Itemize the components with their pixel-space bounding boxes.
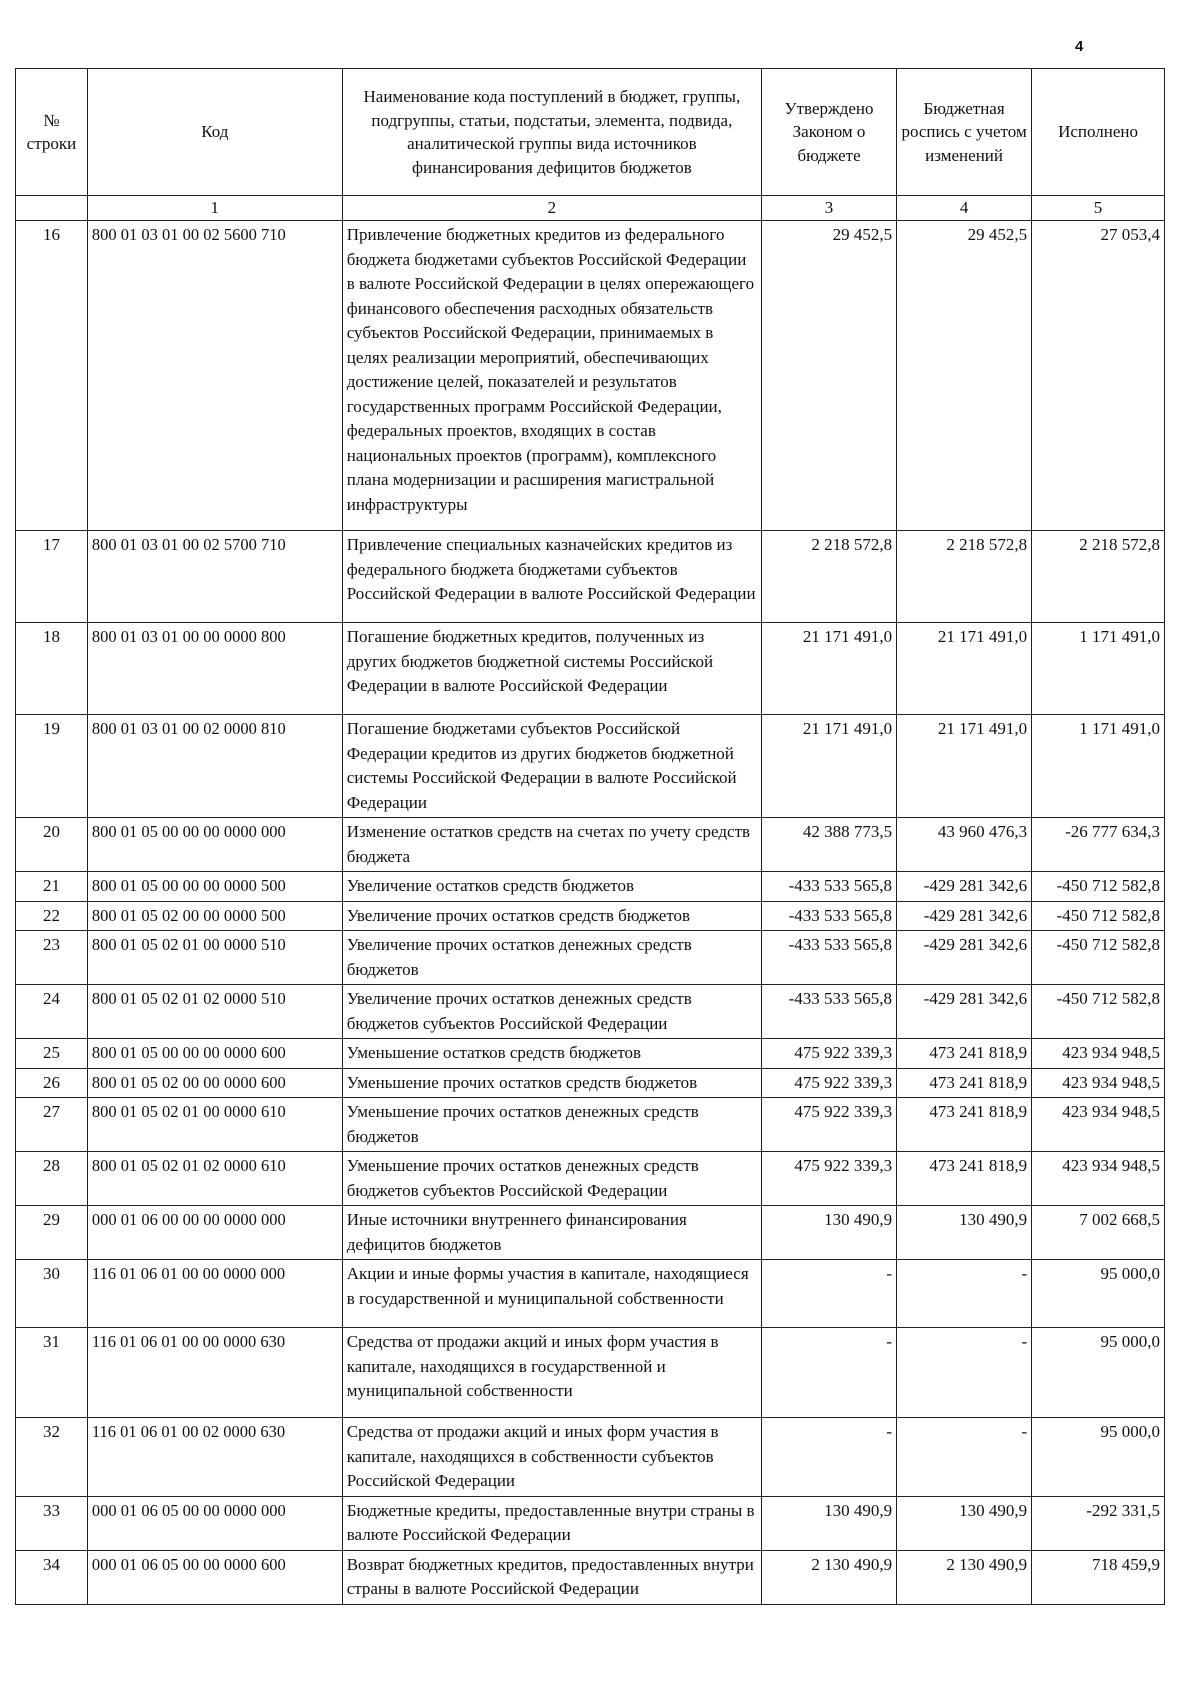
table-row [16, 1418, 1165, 1497]
header-approved: Утверждено Законом о бюджете [762, 69, 897, 196]
row-schedule: 130 490,9 [897, 1206, 1032, 1260]
row-executed: -26 777 634,3 [1032, 818, 1165, 872]
row-executed: 718 459,9 [1032, 1550, 1165, 1604]
row-schedule: - [897, 1260, 1032, 1328]
header-name: Наименование кода поступлений в бюджет, группы, подгруппы, статьи, подстатьи, элемента, подвида, аналитической группы вида источников финансирования дефицитов бюджетов [342, 69, 761, 196]
row-schedule: 21 171 491,0 [897, 715, 1032, 818]
row-executed: 95 000,0 [1032, 1418, 1165, 1497]
row-number: 21 [16, 872, 88, 902]
row-schedule: 2 130 490,9 [897, 1550, 1032, 1604]
table-row [16, 1260, 1165, 1328]
table-row [16, 985, 1165, 1039]
budget-sources-table [15, 68, 1165, 1605]
row-number: 32 [16, 1418, 88, 1497]
row-executed: 423 934 948,5 [1032, 1098, 1165, 1152]
row-name: Увеличение остатков средств бюджетов [342, 872, 761, 902]
row-executed: 423 934 948,5 [1032, 1152, 1165, 1206]
row-approved: 130 490,9 [762, 1206, 897, 1260]
row-number: 19 [16, 715, 88, 818]
row-approved: 130 490,9 [762, 1496, 897, 1550]
table-row [16, 931, 1165, 985]
row-schedule: 21 171 491,0 [897, 623, 1032, 715]
row-code: 800 01 03 01 00 02 5600 710 [87, 221, 342, 531]
header-code: Код [87, 69, 342, 196]
row-name: Средства от продажи акций и иных форм участия в капитале, находящихся в собственности субъектов Российской Федерации [342, 1418, 761, 1497]
table-row [16, 872, 1165, 902]
row-executed: 95 000,0 [1032, 1260, 1165, 1328]
table-row [16, 1328, 1165, 1418]
row-number: 25 [16, 1039, 88, 1069]
row-executed: 1 171 491,0 [1032, 623, 1165, 715]
table-row [16, 1496, 1165, 1550]
row-code: 800 01 05 00 00 00 0000 000 [87, 818, 342, 872]
row-executed: -292 331,5 [1032, 1496, 1165, 1550]
row-executed: -450 712 582,8 [1032, 901, 1165, 931]
row-approved: 2 130 490,9 [762, 1550, 897, 1604]
row-code: 800 01 05 02 01 02 0000 510 [87, 985, 342, 1039]
row-number: 29 [16, 1206, 88, 1260]
table-row [16, 1068, 1165, 1098]
row-number: 27 [16, 1098, 88, 1152]
table-row [16, 715, 1165, 818]
row-approved: 475 922 339,3 [762, 1098, 897, 1152]
row-executed: -450 712 582,8 [1032, 872, 1165, 902]
row-schedule: 473 241 818,9 [897, 1039, 1032, 1069]
row-schedule: -429 281 342,6 [897, 985, 1032, 1039]
row-code: 000 01 06 05 00 00 0000 000 [87, 1496, 342, 1550]
column-number: 3 [762, 196, 897, 221]
row-schedule: 473 241 818,9 [897, 1098, 1032, 1152]
page-number: 4 [1075, 38, 1084, 55]
header-row [16, 69, 1165, 196]
row-approved: - [762, 1328, 897, 1418]
row-number: 17 [16, 531, 88, 623]
row-approved: 29 452,5 [762, 221, 897, 531]
row-code: 800 01 05 02 00 00 0000 600 [87, 1068, 342, 1098]
row-code: 800 01 05 02 01 00 0000 510 [87, 931, 342, 985]
row-schedule: -429 281 342,6 [897, 901, 1032, 931]
row-code: 000 01 06 00 00 00 0000 000 [87, 1206, 342, 1260]
row-name: Уменьшение прочих остатков денежных средств бюджетов субъектов Российской Федерации [342, 1152, 761, 1206]
row-code: 800 01 05 00 00 00 0000 600 [87, 1039, 342, 1069]
row-schedule: - [897, 1418, 1032, 1497]
column-number: 5 [1032, 196, 1165, 221]
row-schedule: - [897, 1328, 1032, 1418]
row-name: Увеличение прочих остатков денежных средств бюджетов субъектов Российской Федерации [342, 985, 761, 1039]
row-name: Уменьшение прочих остатков денежных средств бюджетов [342, 1098, 761, 1152]
row-approved: -433 533 565,8 [762, 872, 897, 902]
column-number: 4 [897, 196, 1032, 221]
table-row [16, 1152, 1165, 1206]
row-number: 20 [16, 818, 88, 872]
row-executed: 423 934 948,5 [1032, 1039, 1165, 1069]
row-schedule: 473 241 818,9 [897, 1068, 1032, 1098]
table-row [16, 818, 1165, 872]
row-name: Привлечение специальных казначейских кредитов из федерального бюджета бюджетами субъектов Российской Федерации в валюте Российской Федерации [342, 531, 761, 623]
column-number-row [16, 196, 1165, 221]
row-executed: -450 712 582,8 [1032, 931, 1165, 985]
header-executed: Исполнено [1032, 69, 1165, 196]
row-approved: 21 171 491,0 [762, 623, 897, 715]
table-row [16, 531, 1165, 623]
row-number: 26 [16, 1068, 88, 1098]
row-approved: -433 533 565,8 [762, 985, 897, 1039]
header-row-number: № строки [16, 69, 88, 196]
row-number: 24 [16, 985, 88, 1039]
row-name: Увеличение прочих остатков средств бюджетов [342, 901, 761, 931]
row-approved: 475 922 339,3 [762, 1039, 897, 1069]
row-code: 800 01 03 01 00 02 5700 710 [87, 531, 342, 623]
row-code: 800 01 03 01 00 02 0000 810 [87, 715, 342, 818]
row-executed: -450 712 582,8 [1032, 985, 1165, 1039]
row-name: Привлечение бюджетных кредитов из федерального бюджета бюджетами субъектов Российской Федерации в валюте Российской Федерации в целях опережающего финансового обеспечения расходных обязательств субъектов Российской Федерации, принимаемых в целях реализации мероприятий, обеспечивающих достижение целей, показателей и результатов государственных программ Российской Федерации, федеральных проектов, входящих в состав национальных проектов (программ), комплексного плана модернизации и расширения магистральной инфраструктуры [342, 221, 761, 531]
row-name: Возврат бюджетных кредитов, предоставленных внутри страны в валюте Российской Федерации [342, 1550, 761, 1604]
row-approved: 475 922 339,3 [762, 1152, 897, 1206]
row-code: 000 01 06 05 00 00 0000 600 [87, 1550, 342, 1604]
row-name: Уменьшение прочих остатков средств бюджетов [342, 1068, 761, 1098]
row-approved: 42 388 773,5 [762, 818, 897, 872]
row-name: Средства от продажи акций и иных форм участия в капитале, находящихся в государственной и муниципальной собственности [342, 1328, 761, 1418]
row-approved: -433 533 565,8 [762, 931, 897, 985]
column-number [16, 196, 88, 221]
row-executed: 2 218 572,8 [1032, 531, 1165, 623]
row-approved: -433 533 565,8 [762, 901, 897, 931]
row-schedule: 29 452,5 [897, 221, 1032, 531]
table-row [16, 1550, 1165, 1604]
row-name: Уменьшение остатков средств бюджетов [342, 1039, 761, 1069]
row-number: 22 [16, 901, 88, 931]
row-number: 28 [16, 1152, 88, 1206]
row-schedule: 43 960 476,3 [897, 818, 1032, 872]
row-executed: 95 000,0 [1032, 1328, 1165, 1418]
row-schedule: 130 490,9 [897, 1496, 1032, 1550]
row-number: 18 [16, 623, 88, 715]
table-row [16, 623, 1165, 715]
row-executed: 1 171 491,0 [1032, 715, 1165, 818]
row-schedule: 2 218 572,8 [897, 531, 1032, 623]
table-row [16, 1206, 1165, 1260]
table-row [16, 1098, 1165, 1152]
row-executed: 27 053,4 [1032, 221, 1165, 531]
row-name: Иные источники внутреннего финансирования дефицитов бюджетов [342, 1206, 761, 1260]
row-code: 800 01 03 01 00 00 0000 800 [87, 623, 342, 715]
row-executed: 7 002 668,5 [1032, 1206, 1165, 1260]
row-name: Акции и иные формы участия в капитале, находящиеся в государственной и муниципальной собственности [342, 1260, 761, 1328]
row-executed: 423 934 948,5 [1032, 1068, 1165, 1098]
row-approved: - [762, 1418, 897, 1497]
row-number: 30 [16, 1260, 88, 1328]
row-code: 116 01 06 01 00 00 0000 000 [87, 1260, 342, 1328]
table-row [16, 901, 1165, 931]
header-schedule: Бюджетная роспись с учетом изменений [897, 69, 1032, 196]
row-number: 31 [16, 1328, 88, 1418]
row-code: 116 01 06 01 00 00 0000 630 [87, 1328, 342, 1418]
row-code: 116 01 06 01 00 02 0000 630 [87, 1418, 342, 1497]
row-code: 800 01 05 02 01 00 0000 610 [87, 1098, 342, 1152]
row-approved: 2 218 572,8 [762, 531, 897, 623]
row-code: 800 01 05 02 00 00 0000 500 [87, 901, 342, 931]
row-approved: - [762, 1260, 897, 1328]
column-number: 2 [342, 196, 761, 221]
row-name: Изменение остатков средств на счетах по учету средств бюджета [342, 818, 761, 872]
row-schedule: -429 281 342,6 [897, 931, 1032, 985]
row-approved: 21 171 491,0 [762, 715, 897, 818]
row-name: Увеличение прочих остатков денежных средств бюджетов [342, 931, 761, 985]
row-number: 34 [16, 1550, 88, 1604]
row-name: Погашение бюджетных кредитов, полученных из других бюджетов бюджетной системы Российской Федерации в валюте Российской Федерации [342, 623, 761, 715]
row-number: 16 [16, 221, 88, 531]
table-row [16, 1039, 1165, 1069]
row-number: 23 [16, 931, 88, 985]
column-number: 1 [87, 196, 342, 221]
row-name: Бюджетные кредиты, предоставленные внутри страны в валюте Российской Федерации [342, 1496, 761, 1550]
row-number: 33 [16, 1496, 88, 1550]
row-name: Погашение бюджетами субъектов Российской Федерации кредитов из других бюджетов бюджетной системы Российской Федерации в валюте Российской Федерации [342, 715, 761, 818]
row-schedule: -429 281 342,6 [897, 872, 1032, 902]
row-schedule: 473 241 818,9 [897, 1152, 1032, 1206]
row-code: 800 01 05 00 00 00 0000 500 [87, 872, 342, 902]
row-approved: 475 922 339,3 [762, 1068, 897, 1098]
row-code: 800 01 05 02 01 02 0000 610 [87, 1152, 342, 1206]
table-row [16, 221, 1165, 531]
